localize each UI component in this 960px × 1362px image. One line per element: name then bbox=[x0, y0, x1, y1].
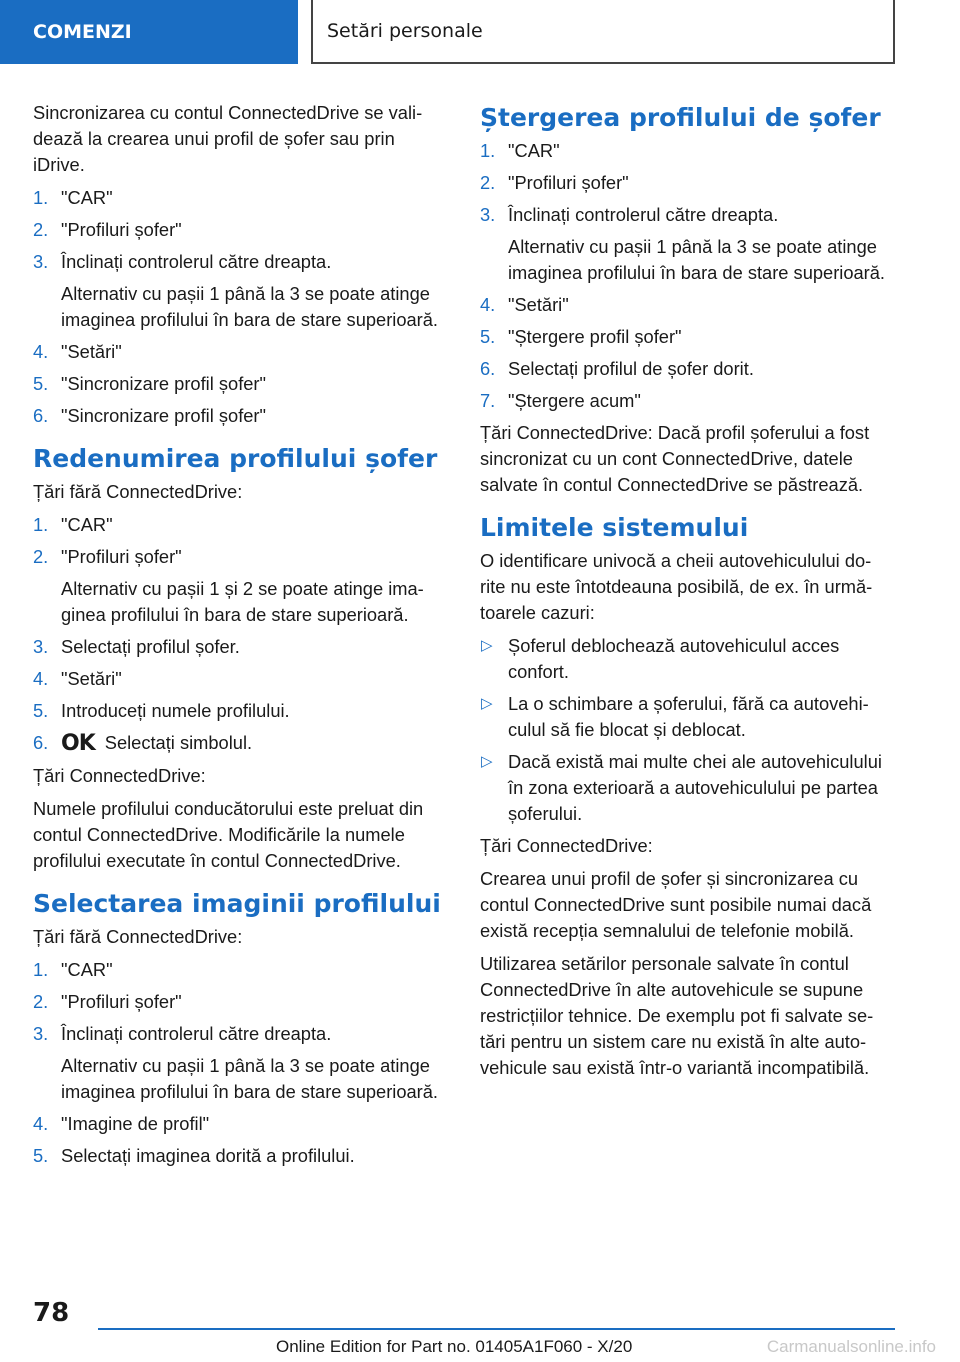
step-text: "Profiluri șofer" bbox=[61, 546, 182, 567]
step-text: "Ștergere acum" bbox=[508, 390, 641, 411]
step-number: 6. bbox=[480, 358, 496, 379]
section-tab bbox=[0, 0, 298, 64]
list-item bbox=[480, 170, 898, 196]
heading-rename-profile: Redenumirea profilului șofer bbox=[33, 444, 438, 473]
list-item bbox=[33, 634, 447, 660]
step-number: 2. bbox=[33, 219, 49, 240]
connecteddrive-text: Crearea unui profil de șofer și sincronizarea cu contul ConnectedDrive sunt posibile numai dacă există recepția semnalului de telefonie mobilă. bbox=[480, 868, 872, 941]
step-number: 3. bbox=[33, 251, 49, 272]
right-column bbox=[480, 100, 898, 1088]
list-item bbox=[33, 403, 447, 429]
step-text: "Profiluri șofer" bbox=[61, 991, 182, 1012]
step-number: 3. bbox=[33, 636, 49, 657]
list-item bbox=[480, 292, 898, 318]
step-number: 5. bbox=[33, 373, 49, 394]
list-item bbox=[33, 249, 447, 333]
connecteddrive-text: Numele profilului conducătorului este preluat din contul ConnectedDrive. Modificările la numele profilului executate în contul ConnectedDrive. bbox=[33, 798, 424, 871]
list-item bbox=[33, 666, 447, 692]
step-text: "CAR" bbox=[508, 140, 560, 161]
sync-steps bbox=[33, 185, 447, 429]
step-number: 6. bbox=[33, 732, 49, 753]
step-text: "Setări" bbox=[508, 294, 569, 315]
step-number: 2. bbox=[480, 172, 496, 193]
list-item bbox=[480, 749, 898, 827]
connecteddrive-label: Țări ConnectedDrive: bbox=[33, 765, 206, 786]
step-number: 5. bbox=[33, 700, 49, 721]
step-number: 3. bbox=[33, 1023, 49, 1044]
list-item bbox=[33, 544, 447, 628]
list-item bbox=[480, 356, 898, 382]
step-text: Selectați imaginea dorită a profilului. bbox=[61, 1145, 355, 1166]
step-note: Alternativ cu pașii 1 până la 3 se poate atinge imaginea profilului în bara de stare superioară. bbox=[508, 236, 886, 283]
step-text: Selectați simbolul. bbox=[104, 732, 253, 753]
delete-steps bbox=[480, 138, 898, 414]
step-text: Introduceți numele profilului. bbox=[61, 700, 290, 721]
watermark: Carmanualsonline.info bbox=[766, 1337, 936, 1356]
footer-divider bbox=[98, 1328, 895, 1330]
step-text: Selectați profilul șofer. bbox=[61, 636, 240, 657]
list-item bbox=[33, 1111, 447, 1137]
connecteddrive-label: Țări ConnectedDrive: bbox=[480, 835, 653, 856]
step-text: "Imagine de profil" bbox=[61, 1113, 210, 1134]
step-text: "Setări" bbox=[61, 668, 122, 689]
delete-note: Țări ConnectedDrive: Dacă profil șoferului a fost sincronizat cu un cont ConnectedDrive, datele salvate în contul ConnectedDrive se păstrează. bbox=[480, 422, 870, 495]
triangle-bullet-icon: ▷ bbox=[481, 753, 493, 770]
step-note: Alternativ cu pașii 1 până la 3 se poate atinge imaginea profilului în bara de stare superioară. bbox=[61, 283, 439, 330]
rename-steps bbox=[33, 512, 447, 757]
triangle-bullet-icon: ▷ bbox=[481, 695, 493, 712]
intro-paragraph: Sincronizarea cu contul ConnectedDrive se vali‐ dează la crearea unui profil de șofer sau prin iDrive. bbox=[33, 102, 423, 175]
step-text: "CAR" bbox=[61, 187, 113, 208]
bullet-text: Șoferul deblochează autovehiculul acces confort. bbox=[508, 635, 840, 682]
list-item bbox=[33, 730, 447, 757]
list-item bbox=[33, 217, 447, 243]
limits-bullets bbox=[480, 633, 898, 827]
step-number: 1. bbox=[33, 187, 49, 208]
step-number: 1. bbox=[33, 514, 49, 535]
heading-system-limits: Limitele sistemului bbox=[480, 513, 749, 542]
step-text: "Sincronizare profil șofer" bbox=[61, 405, 267, 426]
bullet-text: La o schimbare a șoferului, fără ca autovehi‐ culul să fie blocat și deblocat. bbox=[508, 693, 869, 740]
list-item bbox=[33, 339, 447, 365]
list-item bbox=[33, 698, 447, 724]
list-item bbox=[480, 324, 898, 350]
step-text: "Setări" bbox=[61, 341, 122, 362]
step-number: 5. bbox=[33, 1145, 49, 1166]
step-text: Înclinați controlerul către dreapta. bbox=[61, 251, 332, 272]
limits-intro: O identificare univocă a cheii autovehiculului do‐ rite nu este întotdeauna posibilă, de ex. în urmă‐ toarele cazuri: bbox=[480, 550, 873, 623]
list-item bbox=[33, 1143, 447, 1169]
step-number: 4. bbox=[33, 341, 49, 362]
step-text: "CAR" bbox=[61, 959, 113, 980]
step-note: Alternativ cu pașii 1 și 2 se poate atinge ima‐ ginea profilului în bara de stare superioară. bbox=[61, 578, 424, 625]
step-number: 1. bbox=[480, 140, 496, 161]
step-text: "Profiluri șofer" bbox=[508, 172, 629, 193]
left-column bbox=[33, 100, 447, 1175]
step-text: "CAR" bbox=[61, 514, 113, 535]
section-title: COMENZI bbox=[33, 21, 132, 43]
list-item bbox=[33, 512, 447, 538]
chapter-tab bbox=[311, 0, 895, 64]
step-text: "Profiluri șofer" bbox=[61, 219, 182, 240]
list-item bbox=[480, 388, 898, 414]
page-number: 78 bbox=[33, 1298, 70, 1328]
list-item bbox=[33, 185, 447, 211]
rename-intro: Țări fără ConnectedDrive: bbox=[33, 481, 243, 502]
chapter-title: Setări personale bbox=[327, 20, 483, 42]
bullet-text: Dacă există mai multe chei ale autovehiculului în zona exterioară a autovehiculului pe partea șoferului. bbox=[508, 751, 882, 824]
step-number: 1. bbox=[33, 959, 49, 980]
list-item bbox=[33, 989, 447, 1015]
step-text: "Ștergere profil șofer" bbox=[508, 326, 682, 347]
select-intro: Țări fără ConnectedDrive: bbox=[33, 926, 243, 947]
step-text: "Sincronizare profil șofer" bbox=[61, 373, 267, 394]
list-item bbox=[33, 371, 447, 397]
list-item bbox=[33, 1021, 447, 1105]
list-item bbox=[480, 202, 898, 286]
step-number: 6. bbox=[33, 405, 49, 426]
step-number: 4. bbox=[480, 294, 496, 315]
edition-text: Online Edition for Part no. 01405A1F060 - X/20 bbox=[276, 1337, 633, 1356]
step-note: Alternativ cu pașii 1 până la 3 se poate atinge imaginea profilului în bara de stare superioară. bbox=[61, 1055, 439, 1102]
ok-icon: OK bbox=[61, 731, 95, 756]
select-image-steps bbox=[33, 957, 447, 1169]
step-number: 7. bbox=[480, 390, 496, 411]
heading-select-image: Selectarea imaginii profilului bbox=[33, 889, 441, 918]
step-number: 2. bbox=[33, 546, 49, 567]
list-item bbox=[480, 138, 898, 164]
step-text: Înclinați controlerul către dreapta. bbox=[61, 1023, 332, 1044]
heading-delete-profile: Ștergerea profilului de șofer bbox=[480, 103, 881, 132]
usage-text: Utilizarea setărilor personale salvate în contul ConnectedDrive în alte autovehicule se supune restricțiilor tehnice. De exemplu pot fi salvate se‐ tări pentru un sistem care nu există în alte auto‐ vehicule sau există într-o variantă incompatibilă. bbox=[480, 953, 874, 1078]
triangle-bullet-icon: ▷ bbox=[481, 637, 493, 654]
step-text: Înclinați controlerul către dreapta. bbox=[508, 204, 779, 225]
step-number: 5. bbox=[480, 326, 496, 347]
list-item bbox=[33, 957, 447, 983]
step-number: 3. bbox=[480, 204, 496, 225]
step-text: Selectați profilul de șofer dorit. bbox=[508, 358, 754, 379]
list-item bbox=[480, 633, 898, 685]
step-number: 4. bbox=[33, 668, 49, 689]
list-item bbox=[480, 691, 898, 743]
step-number: 4. bbox=[33, 1113, 49, 1134]
step-number: 2. bbox=[33, 991, 49, 1012]
